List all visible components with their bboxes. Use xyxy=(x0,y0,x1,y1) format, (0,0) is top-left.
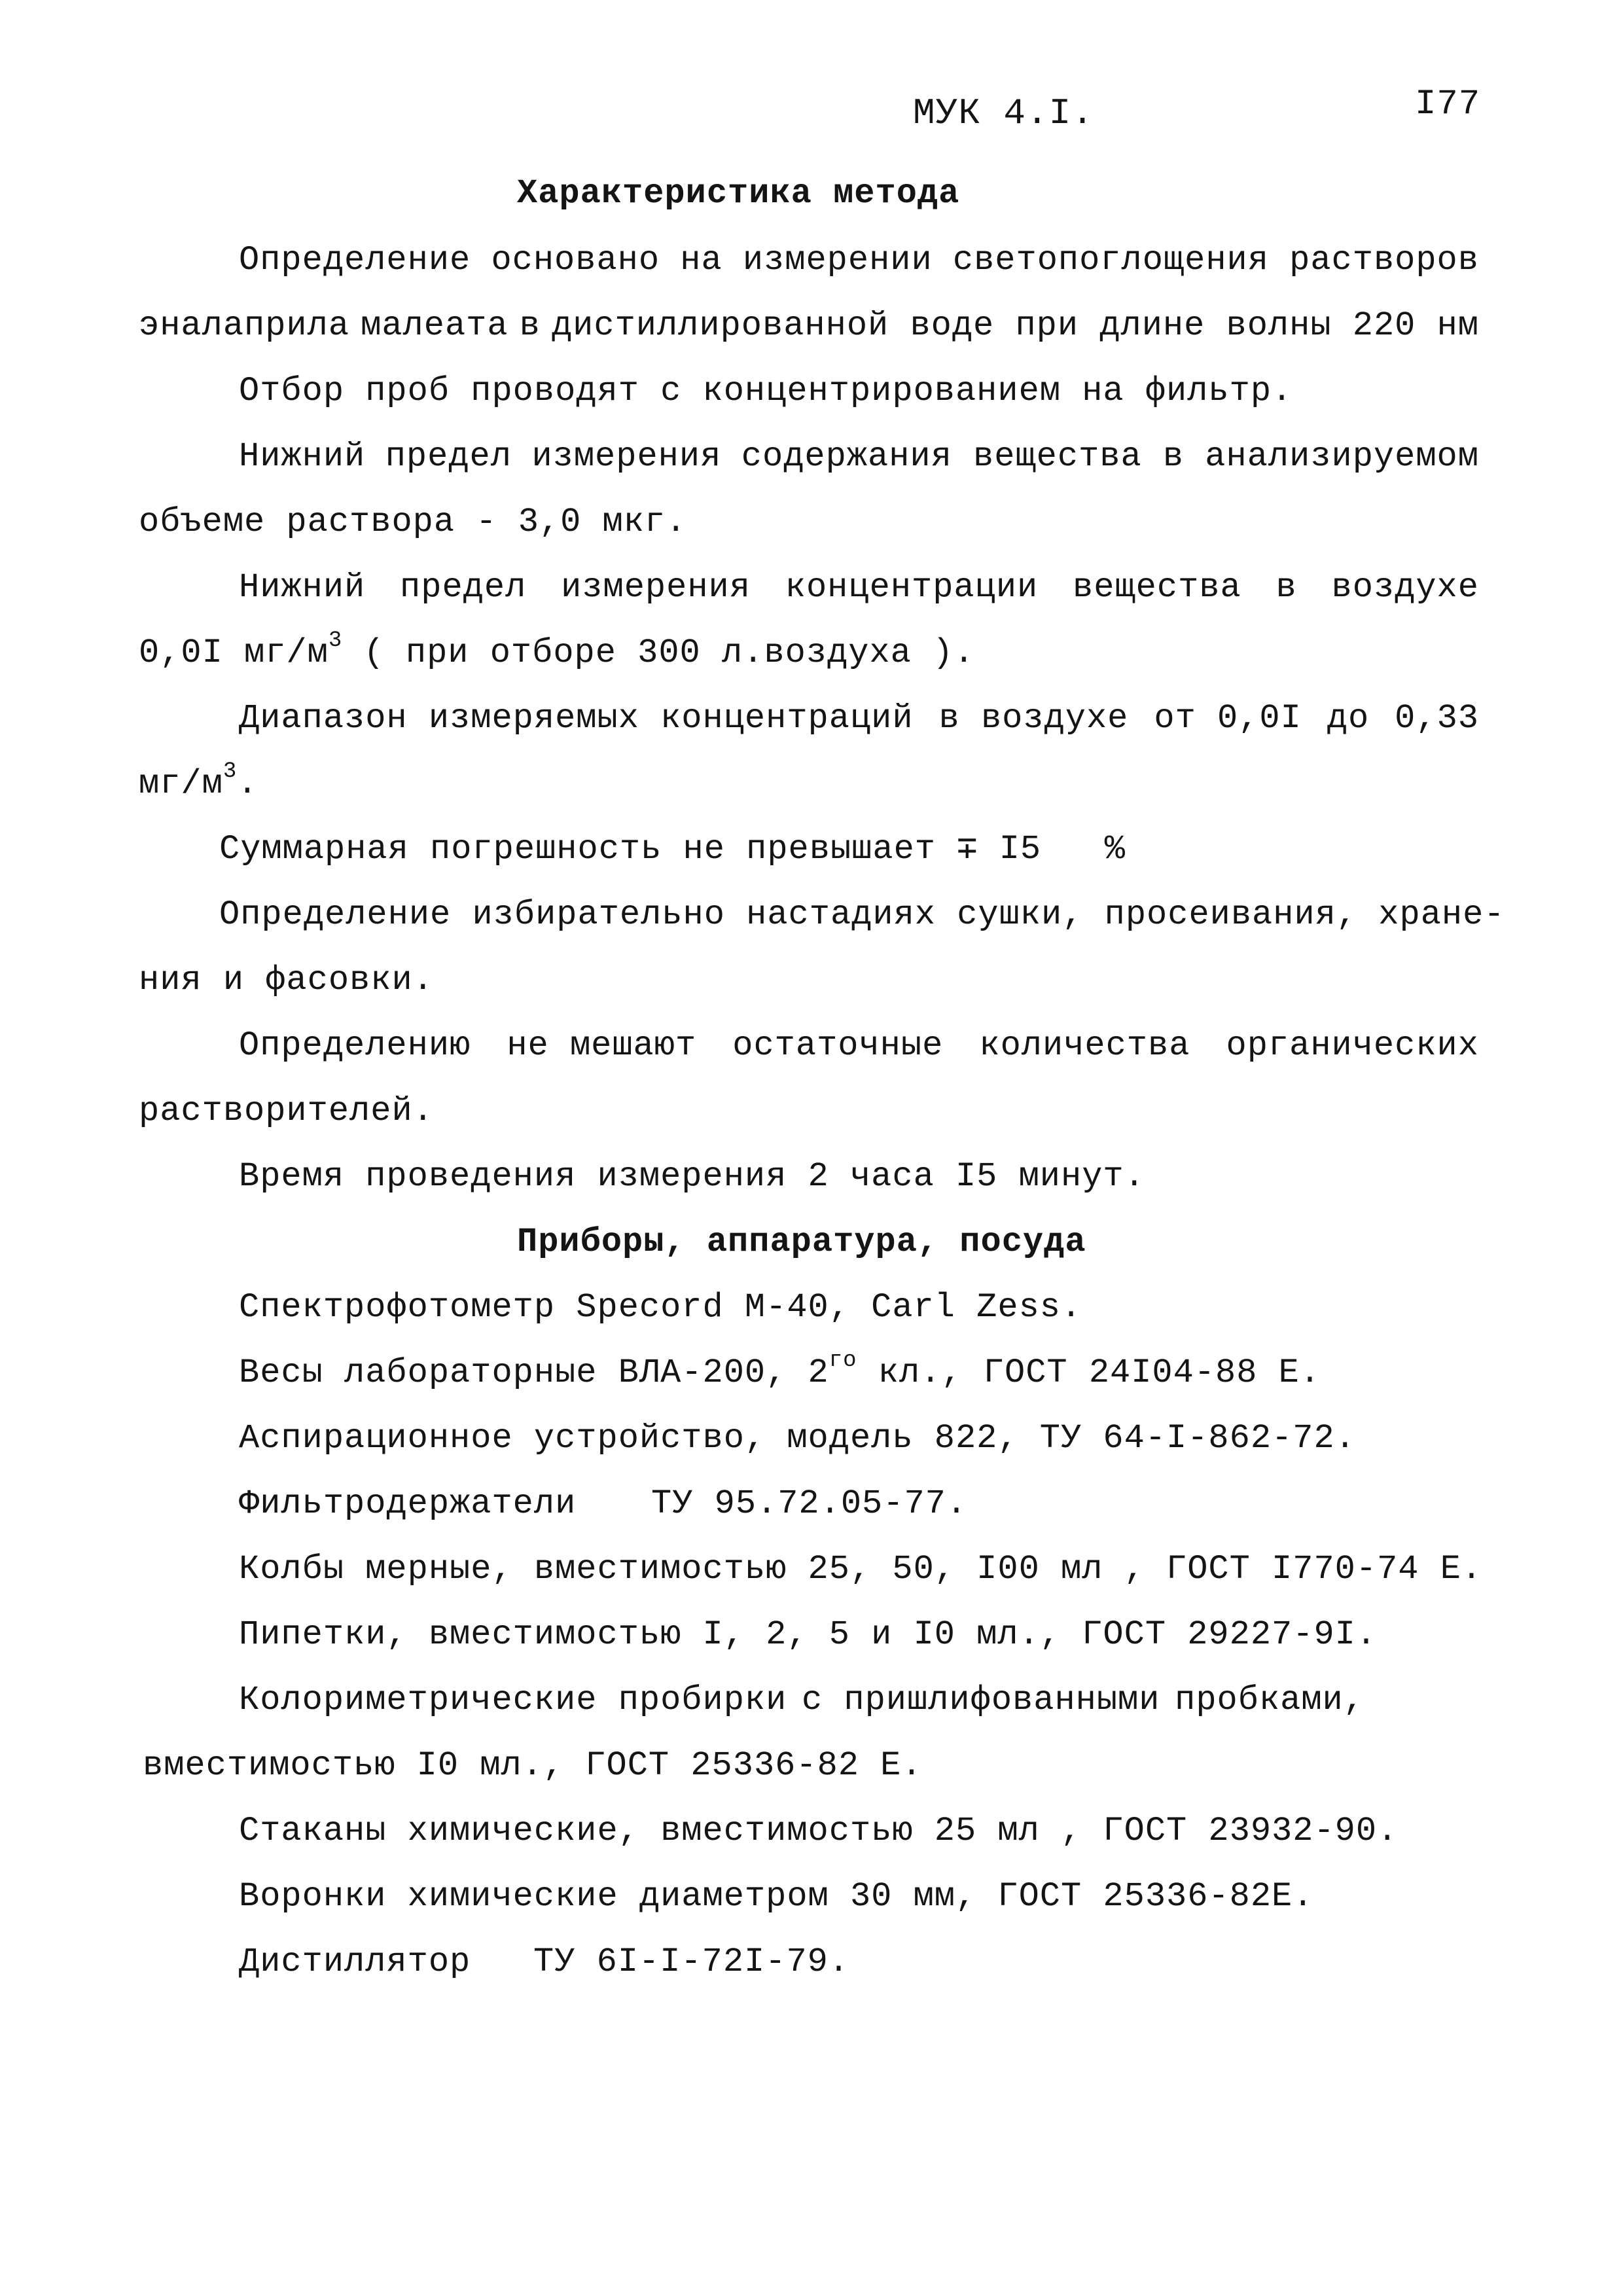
paragraph-line xyxy=(239,567,1479,609)
word: в воздухе xyxy=(938,699,1129,738)
word: пробками, xyxy=(1175,1681,1364,1719)
word: до xyxy=(1327,699,1370,738)
paragraph-line xyxy=(139,305,1479,347)
equipment-item: Стаканы химические, вместимостью 25 мл , ГОСТ 23932-90. xyxy=(239,1812,1399,1850)
word: Определению xyxy=(239,1026,471,1065)
word: органических xyxy=(1226,1026,1479,1065)
word: остаточные xyxy=(732,1026,944,1065)
word: 0,33 xyxy=(1395,699,1479,738)
word: содержания вещества в анализируемом xyxy=(741,437,1479,476)
word: воздухе xyxy=(1331,568,1479,607)
equipment-item xyxy=(239,1941,850,1983)
page-number: I77 xyxy=(1415,84,1481,124)
equipment-item: Колбы мерные, вместимостью 25, 50, I00 мл , ГОСТ I770-74 Е. xyxy=(239,1550,1483,1588)
paragraph-line: ния и фасовки. xyxy=(139,961,434,999)
paragraph-line xyxy=(139,628,975,677)
word: измерении xyxy=(742,241,933,279)
word: на xyxy=(680,241,722,279)
equipment-item xyxy=(239,1679,1364,1721)
text-fragment: Весы лабораторные ВЛА-200, 2 xyxy=(239,1354,829,1392)
superscript: го xyxy=(829,1348,857,1373)
word: не мешают xyxy=(507,1026,697,1065)
paragraph-line xyxy=(239,698,1479,740)
text-fragment: Дистиллятор xyxy=(239,1943,471,1981)
text-fragment: ТУ 6I-I-72I-79. xyxy=(533,1943,850,1981)
word: количества xyxy=(979,1026,1190,1065)
word: с пришлифованными xyxy=(801,1681,1160,1719)
word: основано xyxy=(491,241,660,279)
text-fragment: . xyxy=(237,764,259,803)
superscript: 3 xyxy=(328,628,343,653)
equipment-item xyxy=(239,1483,968,1525)
word: от 0,0I xyxy=(1154,699,1302,738)
paragraph-line: Время проведения измерения 2 часа I5 минут. xyxy=(239,1157,1145,1196)
word: Нижний xyxy=(239,437,366,476)
text-fragment: ТУ 95.72.05-77. xyxy=(651,1484,968,1523)
word: малеата xyxy=(361,306,508,345)
equipment-item: Аспирационное устройство, модель 822, ТУ 64-I-862-72. xyxy=(239,1419,1356,1458)
paragraph-line xyxy=(239,1025,1479,1067)
word: Колориметрические пробирки xyxy=(239,1681,787,1719)
word: предел xyxy=(400,568,527,607)
paragraph-line xyxy=(139,759,259,808)
paragraph-line: Суммарная погрешность не превышает ∓ I5 % xyxy=(219,830,1126,869)
word: растворов xyxy=(1289,241,1479,279)
text-fragment: 0,0I мг/м xyxy=(139,634,329,672)
section-title-equipment: Приборы, аппаратура, посуда xyxy=(517,1223,1086,1261)
paragraph-line: объеме раствора - 3,0 мкг. xyxy=(139,503,687,541)
equipment-item: Спектрофотометр Specord M-40, Carl Zess. xyxy=(239,1288,1082,1327)
superscript: 3 xyxy=(223,759,238,784)
word: измерения xyxy=(561,568,751,607)
word: Определение xyxy=(239,241,471,279)
paragraph-line xyxy=(219,894,1505,936)
word: вещества xyxy=(1073,568,1241,607)
word: дистиллированной воде при длине волны 220 нм xyxy=(551,306,1479,345)
word: предел xyxy=(385,437,512,476)
paragraph-line: растворителей. xyxy=(139,1092,434,1130)
equipment-item: вместимостью I0 мл., ГОСТ 25336-82 Е. xyxy=(143,1746,923,1785)
text-fragment: кл., ГОСТ 24I04-88 Е. xyxy=(857,1354,1321,1392)
paragraph-line: Отбор проб проводят с концентрированием на фильтр. xyxy=(239,372,1293,410)
word: в xyxy=(1275,568,1297,607)
equipment-item xyxy=(239,1348,1321,1397)
word: концентрации xyxy=(785,568,1039,607)
section-title-method: Характеристика метода xyxy=(517,174,960,213)
word: эналаприла xyxy=(139,306,350,345)
word: стадиях сушки, просеивания, хране- xyxy=(788,895,1505,934)
text-fragment: Фильтродержатели xyxy=(239,1484,577,1523)
text-fragment: ( при отборе 300 л.воздуха ). xyxy=(342,634,975,672)
word: измерения xyxy=(531,437,722,476)
doc-code: МУК 4.I. xyxy=(913,92,1094,134)
word: Диапазон измеряемых концентраций xyxy=(239,699,914,738)
word: в xyxy=(519,306,541,345)
word: Нижний xyxy=(239,568,366,607)
word: светопоглощения xyxy=(952,241,1269,279)
word: Определение избирательно на xyxy=(219,895,789,934)
equipment-item: Воронки химические диаметром 30 мм, ГОСТ 25336-82Е. xyxy=(239,1877,1314,1916)
text-fragment: мг/м xyxy=(139,764,223,803)
paragraph-line xyxy=(239,240,1479,281)
paragraph-line xyxy=(239,436,1479,478)
equipment-item: Пипетки, вместимостью I, 2, 5 и I0 мл., ГОСТ 29227-9I. xyxy=(239,1615,1378,1654)
